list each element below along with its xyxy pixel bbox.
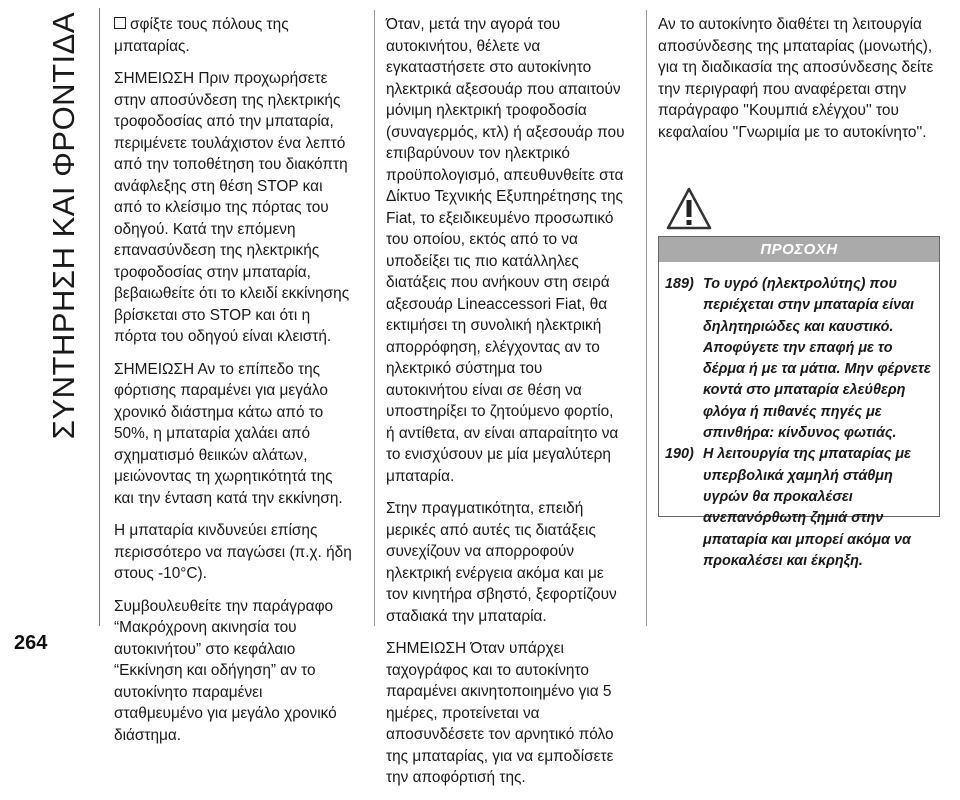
checkbox-bullet-icon bbox=[114, 17, 126, 29]
warning-box bbox=[658, 236, 940, 569]
drain-paragraph: Στην πραγματικότητα, επειδή μερικές από αυτές τις διατάξεις συνεχίζουν να απορροφούν ηλεκτρική ενέργεια ακόμα και με τον κινητήρα σβηστό, ξεφορτίζουν σταδιακά την μπαταρία. bbox=[386, 500, 617, 625]
warning-item bbox=[665, 444, 933, 572]
warning-number: 189) bbox=[665, 276, 694, 292]
paragraph-4: Συμβουλευθείτε την παράγραφο “Μακρόχρονη ακινησία του αυτοκινήτου” στο κεφάλαιο “Εκκίνηση και οδήγηση” αν το αυτοκίνητο παραμένει σταθμευμένο για μεγάλο χρονικό διάστημα. bbox=[114, 597, 337, 744]
side-divider bbox=[99, 8, 100, 626]
warning-triangle-icon bbox=[666, 186, 712, 232]
bullet-line bbox=[114, 14, 354, 57]
column-3 bbox=[658, 14, 938, 154]
bullet-text: σφίξτε τους πόλους της μπαταρίας. bbox=[114, 16, 289, 55]
column-divider-2 bbox=[646, 10, 647, 626]
warning-text: Η λειτουργία της μπαταρίας με υπερβολικά χαμηλή στάθμη υγρών θα προκαλέσει ανεπανόρθωτη ζημιά στην μπαταρία και μπορεί ακόμα να προκαλέσει και έκρηξη. bbox=[703, 446, 911, 569]
warning-text: Το υγρό (ηλεκτρολύτης) που περιέχεται στην μπαταρία είναι δηλητηριώδες και καυστικό. Αποφύγετε την επαφή με το δέρμα ή με τα μάτια. Μην φέρνετε κοντά στο μπαταρία ελεύθερη φλόγα ή πιθανές πηγές με σπινθήρα: κίνδυνος φωτιάς. bbox=[703, 276, 931, 442]
column-1 bbox=[114, 14, 354, 757]
column-divider-1 bbox=[374, 10, 375, 626]
page-number: 264 bbox=[14, 632, 48, 654]
note-paragraph-1: ΣΗΜΕΙΩΣΗ Πριν προχωρήσετε στην αποσύνδεση της ηλεκτρικής τροφοδοσίας από την μπαταρία, περιμένετε τουλάχιστον ένα λεπτό από την τοποθέτηση του διακόπτη ανάφλεξης στη θέση STOP και από το κλείσιμο της πόρτας του οδηγού. Κατά την επόμενη επανασύνδεση της ηλεκτρικής τροφοδοσίας στην μπαταρία, βεβαιωθείτε ότι το κλειδί εκκίνησης βρίσκεται στο STOP και ότι η πόρτα του οδηγού είναι κλειστή. bbox=[114, 70, 350, 345]
chapter-title-text: ΣΥΝΤΗΡΗΣΗ ΚΑΙ ΦΡΟΝΤΙΔΑ bbox=[46, 12, 81, 440]
warning-number: 190) bbox=[665, 446, 694, 463]
column-2 bbox=[386, 14, 626, 800]
warning-list bbox=[659, 262, 939, 572]
paragraph-3: Η μπαταρία κινδυνεύει επίσης περισσότερο να παγώσει (π.χ. ήδη στους -10°C). bbox=[114, 522, 352, 582]
isolator-paragraph: Αν το αυτοκίνητο διαθέτει τη λειτουργία αποσύνδεσης της μπαταρίας (μονωτής), για τη διαδικασία της αποσύνδεσης δείτε την περιγραφή που αναφέρεται στην παράγραφο ''Κουμπιά ελέγχου'' του κεφαλαίου ''Γνωριμία με το αυτοκίνητο''. bbox=[658, 16, 934, 141]
accessories-paragraph: Όταν, μετά την αγορά του αυτοκινήτου, θέλετε να εγκαταστήσετε στο αυτοκίνητο ηλεκτρικά αξεσουάρ που απαιτούν μόνιμη ηλεκτρική τροφοδοσία (συναγερμός, κτλ) ή αξεσουάρ που επιβαρύνουν τον ηλεκτρικό προϋπολογισμό, απευθυνθείτε στα Δίκτυο Τεχνικής Εξυπηρέτησης της Fiat, το εξειδικευμένο προσωπικό του οποίου, εκτός από το να υποδείξει τις πιο κατάλληλες διατάξεις που ανήκουν στη σειρά αξεσουάρ Lineaccessori Fiat, θα εκτιμήσει τη συνολική ηλεκτρική απορρόφηση, ελέγχοντας αν το ηλεκτρικό σύστημα του αυτοκινήτου είναι σε θέση να υποστηρίξει το ζητούμενο φορτίο, ή αντίθετα, αν είναι απαραίτητο να το ενισχύσουν με μία μεγαλύτερη μπαταρία. bbox=[386, 16, 625, 485]
note-paragraph-2: ΣΗΜΕΙΩΣΗ Αν το επίπεδο της φόρτισης παραμένει για μεγάλο χρονικό διάστημα κάτω από το 50%, η μπαταρία χαλάει από σχηματισμό θειικών αλάτων, μειώνοντας τη χωρητικότητά της και την ένταση κατά την εκκίνηση. bbox=[114, 360, 343, 507]
warning-heading: ΠΡΟΣΟΧΗ bbox=[659, 237, 939, 262]
tachograph-note: ΣΗΜΕΙΩΣΗ Όταν υπάρχει ταχογράφος και το αυτοκίνητο παραμένει ακινητοποιημένο για 5 ημέρες, προτείνεται να αποσυνδέσετε τον αρνητικό πόλο της μπαταρίας, για να εμποδίσετε την αποφόρτισή της. bbox=[386, 640, 614, 786]
chapter-side-title bbox=[44, 12, 84, 612]
warning-item bbox=[665, 274, 933, 444]
